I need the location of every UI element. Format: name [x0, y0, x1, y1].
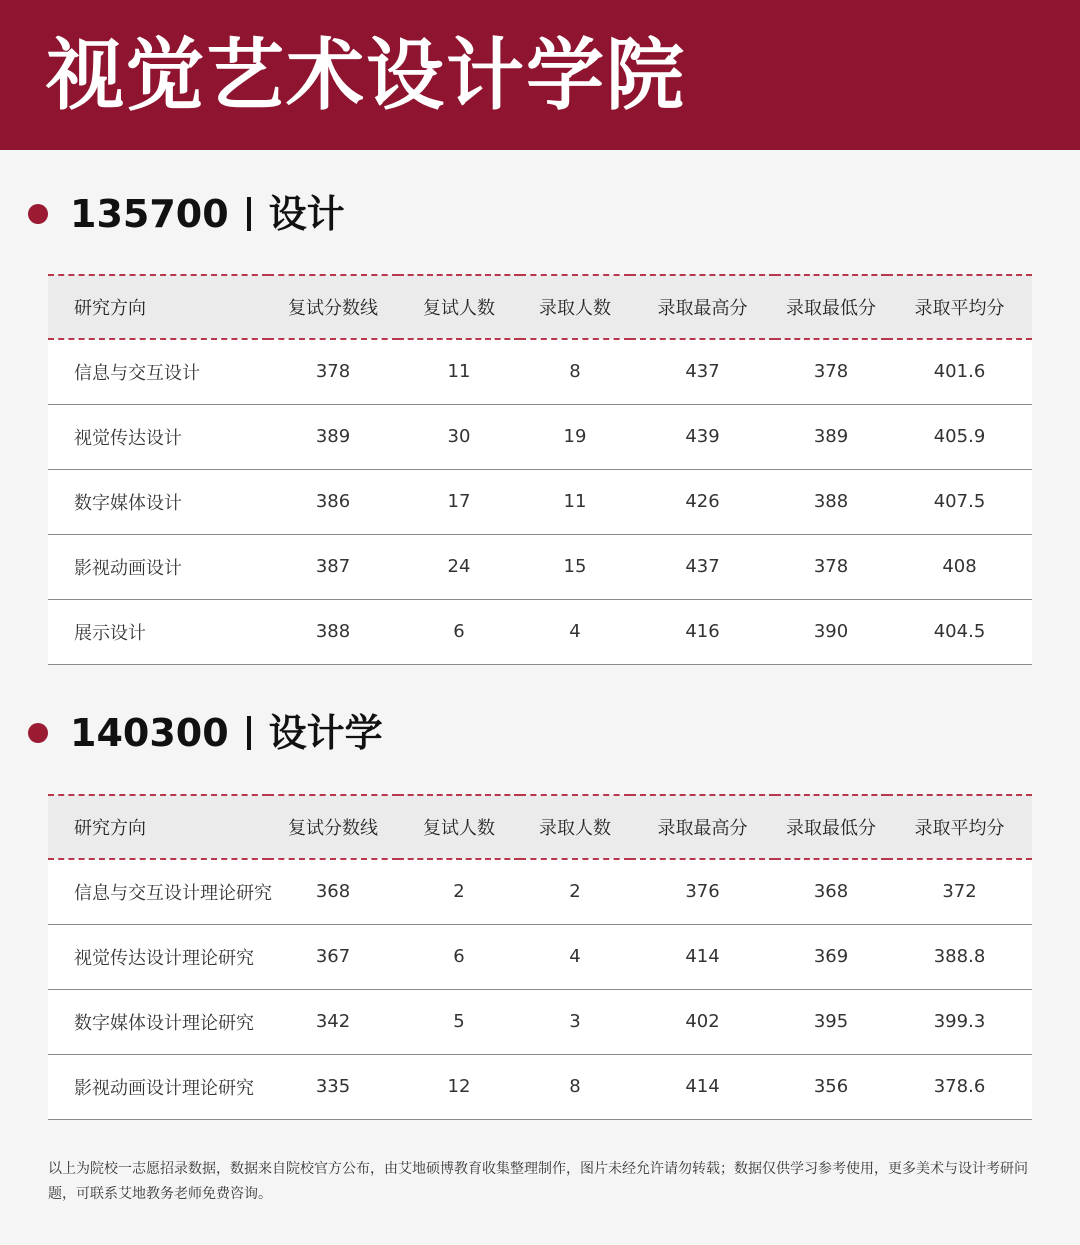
section-heading-design-studies: [28, 708, 383, 758]
table-row: [48, 404, 1032, 469]
cell-retest-cutoff: 367: [268, 924, 398, 989]
cell-retest-cutoff: 388: [268, 599, 398, 664]
cell-max-score: 437: [630, 339, 775, 404]
admissions-table-design: [48, 274, 1032, 665]
cell-admit-count: 11: [520, 469, 630, 534]
cell-direction: 信息与交互设计: [48, 339, 268, 404]
cell-retest-count: 24: [398, 534, 520, 599]
cell-admit-count: 4: [520, 924, 630, 989]
cell-direction: 展示设计: [48, 599, 268, 664]
cell-retest-count: 2: [398, 859, 520, 924]
section-name: 设计学: [268, 711, 383, 755]
cell-direction: 影视动画设计: [48, 534, 268, 599]
cell-min-score: 378: [775, 534, 887, 599]
page-title: 视觉艺术设计学院: [46, 31, 687, 121]
cell-min-score: 378: [775, 339, 887, 404]
col-header-max-score: 录取最高分: [630, 795, 775, 859]
cell-min-score: 389: [775, 404, 887, 469]
section-code: 135700: [70, 192, 229, 236]
section-name: 设计: [268, 192, 345, 236]
cell-min-score: 388: [775, 469, 887, 534]
admissions-table-design-studies: [48, 794, 1032, 1120]
footnote-disclaimer: 以上为院校一志愿招录数据，数据来自院校官方公布，由艾地硕博教育收集整理制作，图片未经允许请勿转载；数据仅供学习参考使用，更多美术与设计考研问题，可联系艾地教务老师免费咨询。: [48, 1161, 1028, 1202]
col-header-min-score: 录取最低分: [775, 275, 887, 339]
cell-max-score: 376: [630, 859, 775, 924]
cell-direction: 视觉传达设计理论研究: [48, 924, 268, 989]
cell-admit-count: 8: [520, 1054, 630, 1119]
cell-avg-score: 408: [887, 534, 1032, 599]
cell-avg-score: 405.9: [887, 404, 1032, 469]
divider-bar: [247, 716, 251, 750]
cell-retest-cutoff: 387: [268, 534, 398, 599]
cell-retest-cutoff: 378: [268, 339, 398, 404]
cell-retest-count: 5: [398, 989, 520, 1054]
col-header-retest-count: 复试人数: [398, 275, 520, 339]
cell-retest-count: 6: [398, 924, 520, 989]
bullet-dot-icon: [28, 204, 48, 224]
cell-retest-cutoff: 368: [268, 859, 398, 924]
cell-admit-count: 2: [520, 859, 630, 924]
table-row: [48, 924, 1032, 989]
cell-max-score: 439: [630, 404, 775, 469]
cell-retest-count: 17: [398, 469, 520, 534]
cell-avg-score: 407.5: [887, 469, 1032, 534]
cell-retest-count: 30: [398, 404, 520, 469]
col-header-direction: 研究方向: [48, 795, 268, 859]
col-header-direction: 研究方向: [48, 275, 268, 339]
col-header-max-score: 录取最高分: [630, 275, 775, 339]
cell-retest-cutoff: 335: [268, 1054, 398, 1119]
cell-avg-score: 388.8: [887, 924, 1032, 989]
section-code: 140300: [70, 711, 229, 755]
col-header-avg-score: 录取平均分: [887, 275, 1032, 339]
cell-min-score: 369: [775, 924, 887, 989]
bullet-dot-icon: [28, 723, 48, 743]
section-heading-design: [28, 189, 345, 239]
col-header-avg-score: 录取平均分: [887, 795, 1032, 859]
cell-avg-score: 399.3: [887, 989, 1032, 1054]
table-row: [48, 469, 1032, 534]
table-row: [48, 339, 1032, 404]
cell-retest-count: 12: [398, 1054, 520, 1119]
cell-retest-cutoff: 386: [268, 469, 398, 534]
table-header-row: [48, 795, 1032, 859]
col-header-min-score: 录取最低分: [775, 795, 887, 859]
cell-max-score: 414: [630, 1054, 775, 1119]
cell-max-score: 437: [630, 534, 775, 599]
cell-direction: 影视动画设计理论研究: [48, 1054, 268, 1119]
cell-admit-count: 15: [520, 534, 630, 599]
cell-admit-count: 3: [520, 989, 630, 1054]
table-row: [48, 599, 1032, 664]
col-header-admit-count: 录取人数: [520, 275, 630, 339]
cell-admit-count: 19: [520, 404, 630, 469]
cell-min-score: 390: [775, 599, 887, 664]
cell-max-score: 416: [630, 599, 775, 664]
table-row: [48, 989, 1032, 1054]
cell-max-score: 426: [630, 469, 775, 534]
cell-max-score: 414: [630, 924, 775, 989]
header-banner: [0, 0, 1080, 150]
cell-direction: 视觉传达设计: [48, 404, 268, 469]
cell-direction: 数字媒体设计理论研究: [48, 989, 268, 1054]
cell-retest-count: 11: [398, 339, 520, 404]
cell-max-score: 402: [630, 989, 775, 1054]
divider-bar: [247, 197, 251, 231]
cell-avg-score: 401.6: [887, 339, 1032, 404]
cell-retest-cutoff: 389: [268, 404, 398, 469]
cell-direction: 信息与交互设计理论研究: [48, 859, 268, 924]
cell-min-score: 395: [775, 989, 887, 1054]
cell-avg-score: 404.5: [887, 599, 1032, 664]
col-header-retest-count: 复试人数: [398, 795, 520, 859]
cell-avg-score: 372: [887, 859, 1032, 924]
col-header-retest-cutoff: 复试分数线: [268, 795, 398, 859]
cell-admit-count: 8: [520, 339, 630, 404]
cell-min-score: 356: [775, 1054, 887, 1119]
col-header-retest-cutoff: 复试分数线: [268, 275, 398, 339]
cell-avg-score: 378.6: [887, 1054, 1032, 1119]
cell-min-score: 368: [775, 859, 887, 924]
cell-admit-count: 4: [520, 599, 630, 664]
table-row: [48, 859, 1032, 924]
cell-retest-count: 6: [398, 599, 520, 664]
cell-direction: 数字媒体设计: [48, 469, 268, 534]
cell-retest-cutoff: 342: [268, 989, 398, 1054]
col-header-admit-count: 录取人数: [520, 795, 630, 859]
table-row: [48, 534, 1032, 599]
table-row: [48, 1054, 1032, 1119]
table-header-row: [48, 275, 1032, 339]
